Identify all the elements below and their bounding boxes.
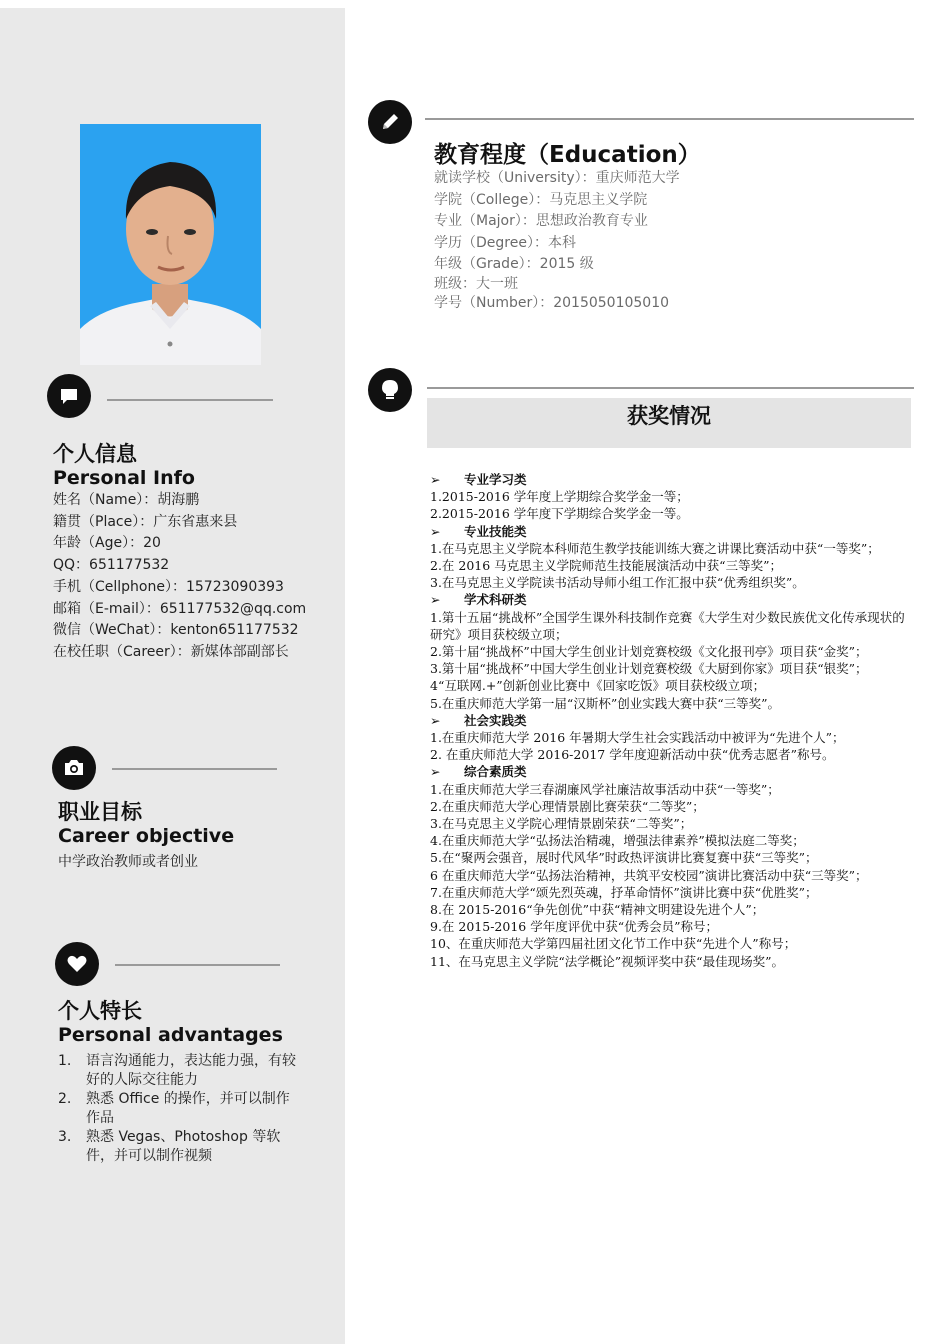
list-item: 1.在马克思主义学院本科师范生教学技能训练大赛之讲课比赛活动中获“一等奖”； bbox=[430, 540, 880, 556]
list-item: 1.在重庆师范大学三春湖廉风学社廉洁故事活动中获“一等奖”； bbox=[430, 781, 780, 797]
speech-bubble-icon bbox=[47, 374, 91, 418]
edu-grade: 年级（Grade）：2015 级 bbox=[434, 256, 594, 272]
divider-line bbox=[107, 399, 273, 401]
edu-degree: 学历（Degree）：本科 bbox=[434, 234, 576, 251]
arrow-icon: ➢ bbox=[430, 712, 441, 728]
list-item: 1.第十五届“挑战杯”全国学生课外科技制作竞赛《大学生对少数民族优文化传承现状的研究》项目获校级立项； bbox=[430, 609, 905, 642]
advantages-title-en: Personal advantages bbox=[58, 1024, 283, 1046]
list-item: 6 在重庆师范大学“弘扬法治精神，共筑平安校园”演讲比赛活动中获“三等奖”； bbox=[430, 867, 868, 883]
advantages-list bbox=[58, 1052, 298, 1166]
list-item: 10、在重庆师范大学第四届社团文化节工作中获“先进个人”称号； bbox=[430, 936, 797, 952]
list-item: 11、在马克思主义学院“法学概论”视频评奖中获“最佳现场奖”。 bbox=[430, 953, 784, 969]
profile-photo bbox=[80, 124, 261, 365]
list-item: 5.在重庆师范大学第一届“汉斯杯”创业实践大赛中获“三等奖”。 bbox=[430, 695, 780, 711]
list-item: 1.2015-2016 学年度上学期综合奖学金一等； bbox=[430, 489, 689, 505]
list-item: 3. 熟悉 Vegas、Photoshop 等软件，并可以制作视频 bbox=[58, 1129, 281, 1164]
arrow-icon: ➢ bbox=[430, 764, 441, 780]
info-email: 邮箱（E-mail）：651177532@qq.com bbox=[53, 600, 307, 617]
awards-list bbox=[430, 471, 905, 970]
arrow-icon: ➢ bbox=[430, 592, 441, 608]
awards-banner bbox=[427, 398, 911, 448]
list-item: 1.在重庆师范大学 2016 年暑期大学生社会实践活动中被评为“先进个人”； bbox=[430, 730, 845, 746]
personal-info-title-cn: 个人信息 bbox=[53, 442, 137, 466]
info-cellphone: 手机（Cellphone）：15723090393 bbox=[53, 578, 284, 595]
pencil-icon bbox=[368, 100, 412, 144]
info-name: 姓名（Name）：胡海鹏 bbox=[53, 492, 200, 508]
list-item: 2.在重庆师范大学心理情景剧比赛荣获“二等奖”； bbox=[430, 798, 705, 814]
list-item: 9.在 2015-2016 学年度评优中获“优秀会员”称号； bbox=[430, 919, 719, 935]
education-title: 教育程度（Education） bbox=[434, 142, 701, 168]
edu-class: 班级：大一班 bbox=[434, 275, 518, 292]
info-age: 年龄（Age）：20 bbox=[53, 535, 161, 552]
list-item: 2.第十届“挑战杯”中国大学生创业计划竞赛校级《文化报刊亭》项目获“金奖”； bbox=[430, 644, 868, 660]
list-item: 3.第十届“挑战杯”中国大学生创业计划竞赛校级《大厨到你家》项目获“银奖”； bbox=[430, 661, 868, 677]
list-item: 3.在马克思主义学院心理情景剧荣获“二等奖”； bbox=[430, 816, 693, 832]
info-wechat: 微信（WeChat）：kenton651177532 bbox=[53, 622, 299, 639]
list-item: 7.在重庆师范大学“颂先烈英魂，抒革命情怀”演讲比赛中获“优胜奖”； bbox=[430, 884, 818, 900]
edu-major: 专业（Major）：思想政治教育专业 bbox=[434, 213, 648, 229]
award-category: ➢ 专业技能类 bbox=[430, 523, 527, 539]
lightbulb-icon bbox=[368, 368, 412, 412]
edu-college: 学院（College）：马克思主义学院 bbox=[434, 191, 648, 208]
personal-info-title-en: Personal Info bbox=[53, 467, 195, 489]
career-title-en: Career objective bbox=[58, 825, 235, 847]
awards-title: 获奖情况 bbox=[627, 404, 711, 428]
list-item: 3.在马克思主义学院读书活动导师小组工作汇报中获“优秀组织奖”。 bbox=[430, 575, 805, 591]
edu-university: 就读学校（University）：重庆师范大学 bbox=[434, 170, 680, 186]
list-item: 4.在重庆师范大学“弘扬法治精魂，增强法律素养”模拟法庭二等奖； bbox=[430, 833, 805, 849]
info-place: 籍贯（Place）：广东省惠来县 bbox=[53, 513, 238, 530]
edu-number: 学号（Number）：2015050105010 bbox=[434, 294, 670, 311]
education-list bbox=[434, 168, 680, 314]
divider-line bbox=[115, 964, 280, 966]
personal-info-list bbox=[53, 490, 306, 664]
list-item: 8.在 2015-2016“争先创优”中获“精神文明建设先进个人”； bbox=[430, 902, 765, 918]
divider-line bbox=[112, 768, 277, 770]
list-item: 4“互联网.+”创新创业比赛中《回家吃饭》项目获校级立项； bbox=[430, 678, 766, 694]
arrow-icon: ➢ bbox=[430, 472, 441, 487]
divider-line bbox=[427, 387, 914, 389]
camera-icon bbox=[52, 746, 96, 790]
divider-line bbox=[425, 118, 914, 120]
award-category: ➢ 社会实践类 bbox=[430, 712, 527, 728]
list-item: 5.在“聚两会强音，展时代风华”时政热评演讲比赛复赛中获“三等奖”； bbox=[430, 850, 818, 866]
heart-icon bbox=[55, 942, 99, 986]
list-item: 2. 在重庆师范大学 2016-2017 学年度迎新活动中获“优秀志愿者”称号。 bbox=[430, 747, 835, 763]
award-category: ➢ 学术科研类 bbox=[430, 592, 527, 608]
arrow-icon: ➢ bbox=[430, 523, 441, 539]
list-item: 2.在 2016 马克思主义学院师范生技能展演活动中获“三等奖”； bbox=[430, 558, 782, 574]
career-text: 中学政治教师或者创业 bbox=[58, 854, 198, 870]
award-category: ➢ 专业学习类 bbox=[430, 472, 527, 487]
career-title-cn: 职业目标 bbox=[58, 800, 142, 824]
portrait-illustration bbox=[80, 124, 261, 365]
list-item: 2. 熟悉 Office 的操作，并可以制作作品 bbox=[58, 1091, 290, 1126]
advantages-title-cn: 个人特长 bbox=[58, 999, 142, 1023]
info-career: 在校任职（Career）：新媒体部副部长 bbox=[53, 643, 289, 660]
award-category: ➢ 综合素质类 bbox=[430, 764, 527, 780]
info-qq: QQ：651177532 bbox=[53, 557, 170, 574]
list-item: 2.2015-2016 学年度下学期综合奖学金一等。 bbox=[430, 506, 689, 522]
list-item: 1. 语言沟通能力，表达能力强，有较好的人际交往能力 bbox=[58, 1053, 296, 1088]
